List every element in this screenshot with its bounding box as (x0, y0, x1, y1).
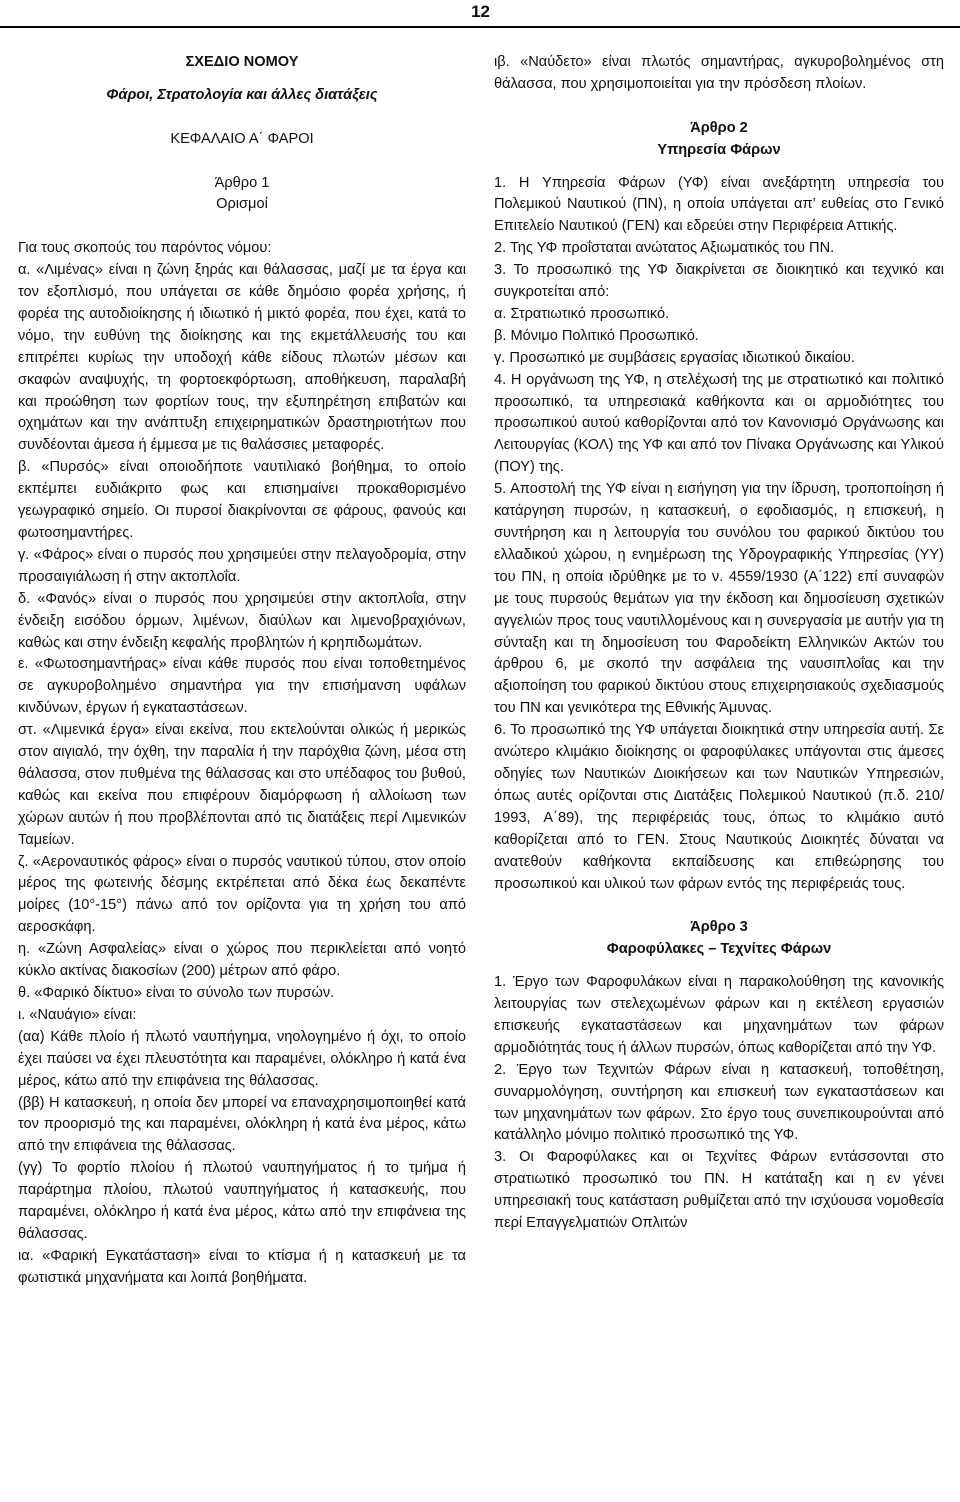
left-column (18, 52, 466, 1290)
article-1-title: Ορισμοί (216, 196, 268, 213)
page-number: 12 (471, 2, 490, 21)
paragraph: β. Μόνιμο Πολιτικό Προσωπικό. (494, 327, 699, 344)
paragraph: δ. «Φανός» είναι ο πυρσός που χρησιμεύει στην ακτοπλοΐα, στην ένδειξη εισόδου όρμων, λιμένων, διαύλων και λιμενοβραχιόνων, καθώς και στην ένδειξη κεφαλής προβλητών ή κρηπιδωμάτων. (18, 590, 466, 651)
paragraph: Για τους σκοπούς του παρόντος νόμου: (18, 240, 272, 257)
paragraph: 1. Η Υπηρεσία Φάρων (ΥΦ) είναι ανεξάρτητη υπηρεσία του Πολεμικού Ναυτικού (ΠΝ), η οποία υπάγεται απ’ ευθείας στο Γενικό Επιτελείο Ναυτικού (ΓΕΝ) και εδρεύει στην Περιφέρεια Αττικής. (494, 174, 944, 235)
page-header-bar (0, 0, 960, 28)
article-3-title: Φαροφύλακες – Τεχνίτες Φάρων (606, 941, 832, 958)
paragraph: ζ. «Αεροναυτικός φάρος» είναι ο πυρσός ναυτικού τύπου, στον οποίο μέρος της φωτεινής δέσμης εκτρέπεται από δέκα έως δεκαπέντε μοίρες (10°-15°) πάνω από τον ορίζοντα για τη χρήση του από αεροσκάφη. (18, 853, 466, 936)
paragraph: ι. «Ναυάγιο» είναι: (18, 1006, 137, 1023)
bill-title: ΣΧΕΔΙΟ ΝΟΜΟΥ (185, 54, 299, 70)
paragraph: θ. «Φαρικό δίκτυο» είναι το σύνολο των πυρσών. (18, 985, 335, 1002)
paragraph: ια. «Φαρική Εγκατάσταση» είναι το κτίσμα ή η κατασκευή με τα φωτιστικά μηχανήματα και λοιπά βοηθήματα. (18, 1247, 466, 1286)
paragraph: 4. Η οργάνωση της ΥΦ, η στελέχωσή της με στρατιωτικό και πολιτικό προσωπικό, τα υπηρεσιακά καθήκοντα και οι αρμοδιότητες του προσωπικού αυτού καθορίζονται από τον Κανονισμό Οργάνωσης και Λειτουργίας (ΚΟΛ) της ΥΦ και από τον Πίνακα Οργάνωσης και Υλικού (ΠΟΥ) της. (494, 371, 944, 476)
article-2-title: Υπηρεσία Φάρων (657, 141, 781, 158)
paragraph: (ββ) Η κατασκευή, η οποία δεν μπορεί να επαναχρησιμοποιηθεί κατά τον προορισμό της και παραμένει, ολόκληρη ή κατά ένα μέρος, κάτω από την επιφάνεια της θάλασσας. (18, 1094, 466, 1155)
paragraph: γ. «Φάρος» είναι ο πυρσός που χρησιμεύει στην πελαγοδρομία, στην προσαιγιάλωση ή στην ακτοπλοΐα. (18, 546, 466, 585)
paragraph: στ. «Λιμενικά έργα» είναι εκείνα, που εκτελούνται ολικώς ή μερικώς στον αιγιαλό, την όχθη, την παραλία ή την παρόχθια ζώνη, μέσα στη θάλασσα, στον πυθμένα της θάλασσας και στο υπέδαφος του βυθού, καθώς και εκείνα που επιφέρουν διαμόρφωση ή αλλοίωση των χώρων αυτών ή που προβλέπονται από τις διατάξεις περί Λιμενικών Ταμείων. (18, 722, 466, 848)
paragraph: 1. Έργο των Φαροφυλάκων είναι η παρακολούθηση της κανονικής λειτουργίας των στελεχωμένων φάρων και η εκτέλεση εργασιών επισκευής εγκαταστάσεων και μηχανημάτων των φάρων αρμοδιότητάς τους ή άλλων πυρσών, όπως καθορίζεται από την ΥΦ. (494, 974, 944, 1056)
chapter-heading: ΚΕΦΑΛΑΙΟ Α΄ ΦΑΡΟΙ (170, 130, 314, 147)
paragraph: 2. Έργο των Τεχνιτών Φάρων είναι η κατασκευή, τοποθέτηση, συναρμολόγηση, συντήρηση και επισκευή των εγκαταστάσεων και των μηχανημάτων των φάρων. Στο έργο τους συνεπικουρούνται από κατάλληλο μόνιμο πολιτικό προσωπικό της ΥΦ. (494, 1061, 944, 1144)
article-3-heading: Άρθρο 3 (690, 919, 748, 936)
article-1-heading: Άρθρο 1 (214, 174, 270, 191)
paragraph: β. «Πυρσός» είναι οποιοδήποτε ναυτιλιακό βοήθημα, το οποίο εκπέμπει ευδιάκριτο φως και επισημαίνει προκαθορισμένο γεωγραφικό σημείο. Οι πυρσοί διακρίνονται σε φάρους, φανούς και φωτοσημαντήρες. (18, 459, 466, 541)
paragraph: 2. Της ΥΦ προΐσταται ανώτατος Αξιωματικός του ΠΝ. (494, 240, 835, 257)
paragraph: ιβ. «Ναύδετο» είναι πλωτός σημαντήρας, αγκυροβολημένος στη θάλασσα, που χρησιμοποιείται για την πρόσδεση πλοίων. (494, 54, 944, 92)
paragraph: γ. Προσωπικό με συμβάσεις εργασίας ιδιωτικού δικαίου. (494, 349, 855, 366)
paragraph: ε. «Φωτοσημαντήρας» είναι κάθε πυρσός που είναι τοποθετημένος σε αγκυροβολημένο σημαντήρα για την επισήμανση υφάλων κινδύνων, έργων ή εγκαταστάσεων. (18, 656, 466, 717)
paragraph: α. «Λιμένας» είναι η ζώνη ξηράς και θάλασσας, μαζί με τα έργα και τον εξοπλισμό, που υπάγεται σε κάθε δημόσιο φορέα χρήσης, ή φορέα της αυτοδιοίκησης ή ιδιωτικό ή μικτό φορέα, που έχει, κατά το νόμο, την ευθύνη της διοίκησης και της εκμετάλλευσής του και επιτρέπει κυρίως την υποδοχή κάθε είδους πλωτών μέσων και σκαφών αναψυχής, τη φορτοεκφόρτωση, αποθήκευση, παραλαβή και προώθηση των φορτίων τους, την εξυπηρέτηση επιβατών και οχημάτων και την ανάπτυξη επιχειρηματικών δραστηριοτήτων που συνδέονται άμεσα ή έμμεσα με τις θαλάσσιες μεταφορές. (18, 262, 466, 454)
paragraph: (αα) Κάθε πλοίο ή πλωτό ναυπήγημα, νηολογημένο ή όχι, το οποίο έχει παύσει να έχει πλευστότητα και παραμένει, ολόκληρο ή κατά ένα μέρος, κάτω από την επιφάνεια της θάλασσας. (18, 1028, 466, 1089)
paragraph: (γγ) Το φορτίο πλοίου ή πλωτού ναυπηγήματος ή το τμήμα ή παράρτημα πλοίου, πλωτού ναυπηγήματος ή κατασκευής, που παραμένει, ολόκληρο ή κατά ένα μέρος, κάτω από την επιφάνεια της θάλασσας. (18, 1160, 466, 1242)
paragraph: η. «Ζώνη Ασφαλείας» είναι ο χώρος που περικλείεται από νοητό κύκλο ακτίνας διακοσίων (200) μέτρων από φάρο. (18, 941, 466, 980)
right-column (494, 52, 944, 1235)
paragraph: α. Στρατιωτικό προσωπικό. (494, 305, 670, 322)
paragraph: 3. Οι Φαροφύλακες και οι Τεχνίτες Φάρων εντάσσονται στο στρατιωτικό προσωπικό του ΠΝ. Η κατάταξη και η εν γένει υπηρεσιακή τους κατάσταση ρυθμίζεται από την ισχύουσα νομοθεσία περί Επαγγελματιών Οπλιτών (494, 1149, 944, 1232)
paragraph: 3. Το προσωπικό της ΥΦ διακρίνεται σε διοικητικό και τεχνικό και συγκροτείται από: (494, 262, 944, 301)
paragraph: 5. Αποστολή της ΥΦ είναι η εισήγηση για την ίδρυση, τροποποίηση ή κατάργηση πυρσών, η κατασκευή, ο εφοδιασμός, η επισκευή, η συντήρηση και η λειτουργία του συνόλου του φαρικού δικτύου του ελλαδικού χώρου, η ενημέρωση της Υδρογραφικής Υπηρεσίας (ΥΥ) του ΠΝ, η οποία ιδρύθηκε με το ν. 4559/1930 (Α΄122) επί συναφών με τους πυρσούς θεμάτων για την έκδοση και δημοσίευση σχετικών αγγελιών προς τους ναυτιλλομένους και η συνεργασία με αυτήν για τη σύνταξη και τη δημοσίευση του Φαροδείκτη Ελληνικών Ακτών του άρθρου 6, με σκοπό την ασφάλεια της ναυσιπλοΐας και την αξιοποίηση του φαρικού δικτύου στους επιχειρησιακούς σχεδιασμούς του ΠΝ και γενικότερα της Εθνικής Άμυνας. (494, 481, 944, 717)
paragraph: 6. Το προσωπικό της ΥΦ υπάγεται διοικητικά στην υπηρεσία αυτή. Σε ανώτερο κλιμάκιο διοίκησης οι φαροφύλακες υπάγονται στις άμεσες οδηγίες των Ναυτικών Διοικήσεων και των Ναυτικών Υπηρεσιών, όπως αυτές ορίζονται στις Διατάξεις Πολεμικού Ναυτικού (π.δ. 210/ 1993, Α΄89), της περιφέρειάς τους, όπως το κλιμάκιο αυτό καθορίζεται από το ΓΕΝ. Στους Ναυτικούς Διοικητές δύναται να ανατεθούν καθήκοντα εκπαίδευσης και επιθεώρησης του προσωπικού και υλικού των φάρων εντός της περιφέρειάς τους. (494, 722, 944, 892)
article-2-heading: Άρθρο 2 (690, 119, 748, 136)
bill-subtitle: Φάροι, Στρατολογία και άλλες διατάξεις (106, 86, 378, 103)
